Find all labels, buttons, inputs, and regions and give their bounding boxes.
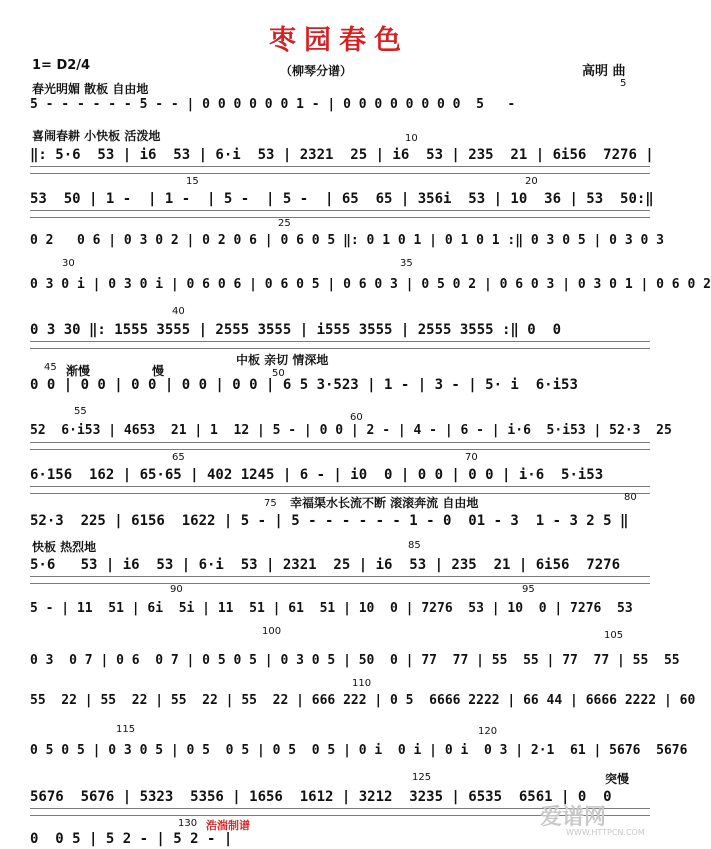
- score-line: 0 3 0 i | 0 3 0 i | 0 6 0 6 | 0 6 0 5 | 0 6 0 3 | 0 5 0 2 | 0 6 0 3 | 0 3 0 1 | 0 6 0 2: [30, 277, 711, 292]
- score-line: 5676 5676 | 5323 5356 | 1656 1612 | 3212 3235 | 6535 6561 | 0 0: [30, 789, 612, 805]
- score-line: 0 0 | 0 0 | 0 0 | 0 0 | 0 0 | 6 5 3·523 | 1 - | 3 - | 5· i 6·i53: [30, 377, 578, 393]
- measure-number: 90: [170, 584, 183, 595]
- site-url: WWW.HTTPCN.COM: [566, 828, 645, 837]
- measure-number: 115: [116, 724, 136, 735]
- section-label: 快板 热烈地: [32, 540, 97, 554]
- watermark: 浩湍制谱: [206, 819, 250, 832]
- measure-number: 130: [178, 818, 198, 829]
- score-line: ‖: 5·6 53 | i6 53 | 6·i 53 | 2321 25 | i6 53 | 235 21 | 6i56 7276 |: [30, 147, 654, 163]
- measure-number: 120: [478, 726, 498, 737]
- score-subtitle: （柳琴分谱）: [280, 64, 353, 78]
- site-logo: 爱谱网: [540, 805, 607, 830]
- score-line: 0 2 0 6 | 0 3 0 2 | 0 2 0 6 | 0 6 0 5 ‖: 0 1 0 1 | 0 1 0 1 :‖ 0 3 0 5 | 0 3 0 3: [30, 233, 664, 248]
- measure-number: 15: [186, 176, 199, 187]
- score-line: 52 6·i53 | 4653 21 | 1 12 | 5 - | 0 0 | 2 - | 4 - | 6 - | i·6 5·i53 | 52·3 25: [30, 423, 672, 438]
- score-title: 枣园春色: [269, 25, 409, 56]
- measure-number: 55: [74, 406, 87, 417]
- measure-number: 100: [262, 626, 282, 637]
- measure-number: 45: [44, 362, 57, 373]
- section-label: 喜闹春耕 小快板 活泼地: [32, 129, 161, 143]
- tempo-label: 渐慢: [66, 364, 91, 378]
- measure-number: 80: [624, 492, 637, 503]
- measure-number: 60: [350, 412, 363, 423]
- measure-number: 10: [405, 133, 418, 144]
- measure-number: 110: [352, 678, 372, 689]
- score-line: 0 3 30 ‖: 1555 3555 | 2555 3555 | i555 3555 | 2555 3555 :‖ 0 0: [30, 322, 562, 338]
- measure-number: 20: [525, 176, 538, 187]
- measure-number: 5: [620, 78, 627, 89]
- score-line: 52·3 225 | 6156 1622 | 5 - | 5 - - - - - - 1 - 0 01 - 3 1 - 3 2 5 ‖: [30, 513, 629, 529]
- score-line: 0 3 0 7 | 0 6 0 7 | 0 5 0 5 | 0 3 0 5 | 50 0 | 77 77 | 55 55 | 77 77 | 55 55: [30, 653, 680, 668]
- section-label: 春光明媚 散板 自由地: [32, 82, 149, 96]
- tempo-label: 慢: [152, 364, 165, 378]
- measure-number: 25: [278, 218, 291, 229]
- score-line: 6·156 162 | 65·65 | 402 1245 | 6 - | i0 0 | 0 0 | 0 0 | i·6 5·i53: [30, 467, 604, 483]
- key-signature: 1= D2/4: [32, 58, 91, 73]
- measure-number: 50: [272, 368, 285, 379]
- measure-number: 65: [172, 452, 185, 463]
- score-line: 5 - - - - - - 5 - - | 0 0 0 0 0 0 1 - | 0 0 0 0 0 0 0 0 5 -: [30, 97, 516, 112]
- score-line: 0 5 0 5 | 0 3 0 5 | 0 5 0 5 | 0 5 0 5 | 0 i 0 i | 0 i 0 3 | 2·1 61 | 5676 5676: [30, 743, 688, 758]
- score-line: 5 - | 11 51 | 6i 5i | 11 51 | 61 51 | 10 0 | 7276 53 | 10 0 | 7276 53: [30, 601, 633, 616]
- score-line: 5·6 53 | i6 53 | 6·i 53 | 2321 25 | i6 53 | 235 21 | 6i56 7276: [30, 557, 621, 573]
- score-line: 55 22 | 55 22 | 55 22 | 55 22 | 666 222 | 0 5 6666 2222 | 66 44 | 6666 2222 | 60: [30, 693, 696, 708]
- measure-number: 40: [172, 306, 185, 317]
- section-label: 中板 亲切 情深地: [236, 353, 329, 367]
- tempo-label: 突慢: [605, 772, 630, 786]
- section-label: 幸福渠水长流不断 滚滚奔流 自由地: [290, 496, 479, 510]
- measure-number: 75: [264, 498, 277, 509]
- measure-number: 95: [522, 584, 535, 595]
- measure-number: 105: [604, 630, 624, 641]
- score-line: 0 0 5 | 5 2 - | 5 2 - |: [30, 831, 233, 847]
- score-line: 53 50 | 1 - | 1 - | 5 - | 5 - | 65 65 | 356i 53 | 10 36 | 53 50:‖: [30, 191, 654, 207]
- measure-number: 30: [62, 258, 75, 269]
- measure-number: 85: [408, 540, 421, 551]
- measure-number: 125: [412, 772, 432, 783]
- composer: 高明 曲: [582, 64, 626, 79]
- measure-number: 70: [465, 452, 478, 463]
- measure-number: 35: [400, 258, 413, 269]
